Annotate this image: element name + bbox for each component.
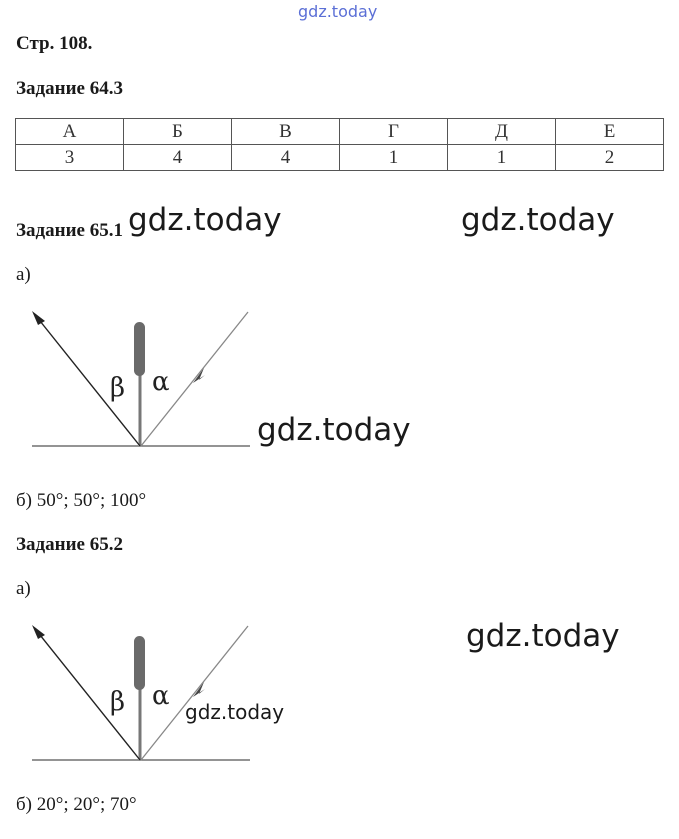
watermark: gdz.today <box>128 202 282 238</box>
table-value-cell: 1 <box>340 145 448 171</box>
watermark: gdz.today <box>257 412 411 448</box>
watermark-top: gdz.today <box>298 2 378 21</box>
arrowhead-incident <box>193 368 205 383</box>
table-value-cell: 2 <box>556 145 664 171</box>
arrowhead-incident <box>193 682 205 697</box>
arrowhead-reflected <box>32 625 45 639</box>
table-header-row <box>16 119 664 145</box>
table-header-cell: А <box>16 119 124 145</box>
task-65-1-part-b-answer: б) 50°; 50°; 100° <box>16 490 147 511</box>
task-65-2-part-b-answer: б) 20°; 20°; 70° <box>16 794 137 815</box>
watermark: gdz.today <box>185 700 285 724</box>
table-value-cell: 4 <box>232 145 340 171</box>
angle-alpha-label: α <box>152 367 170 397</box>
table-header-cell: Б <box>124 119 232 145</box>
task-65-1-part-a-label: а) <box>16 264 31 285</box>
angle-alpha-label: α <box>152 681 170 711</box>
watermark: gdz.today <box>466 618 620 654</box>
task-65-1-title: Задание 65.1 <box>16 220 123 241</box>
table-header-cell: В <box>232 119 340 145</box>
angle-beta-label: β <box>110 373 126 403</box>
watermark: gdz.today <box>461 202 615 238</box>
table-value-cell: 3 <box>16 145 124 171</box>
reed-head <box>134 322 145 376</box>
angle-beta-label: β <box>110 687 126 717</box>
table-header-cell: Д <box>448 119 556 145</box>
answer-table <box>15 118 664 171</box>
reflection-diagram-2 <box>0 614 260 774</box>
reflection-diagram-1 <box>0 300 260 460</box>
table-value-cell: 1 <box>448 145 556 171</box>
table-value-row <box>16 145 664 171</box>
table-header-cell: Г <box>340 119 448 145</box>
task-65-2-part-a-label: а) <box>16 578 31 599</box>
page-number: Стр. 108. <box>16 33 93 54</box>
arrowhead-reflected <box>32 311 45 325</box>
task-65-2-title: Задание 65.2 <box>16 534 123 555</box>
reed-head <box>134 636 145 690</box>
table-header-cell: Е <box>556 119 664 145</box>
task-64-3-title: Задание 64.3 <box>16 78 123 99</box>
table-value-cell: 4 <box>124 145 232 171</box>
